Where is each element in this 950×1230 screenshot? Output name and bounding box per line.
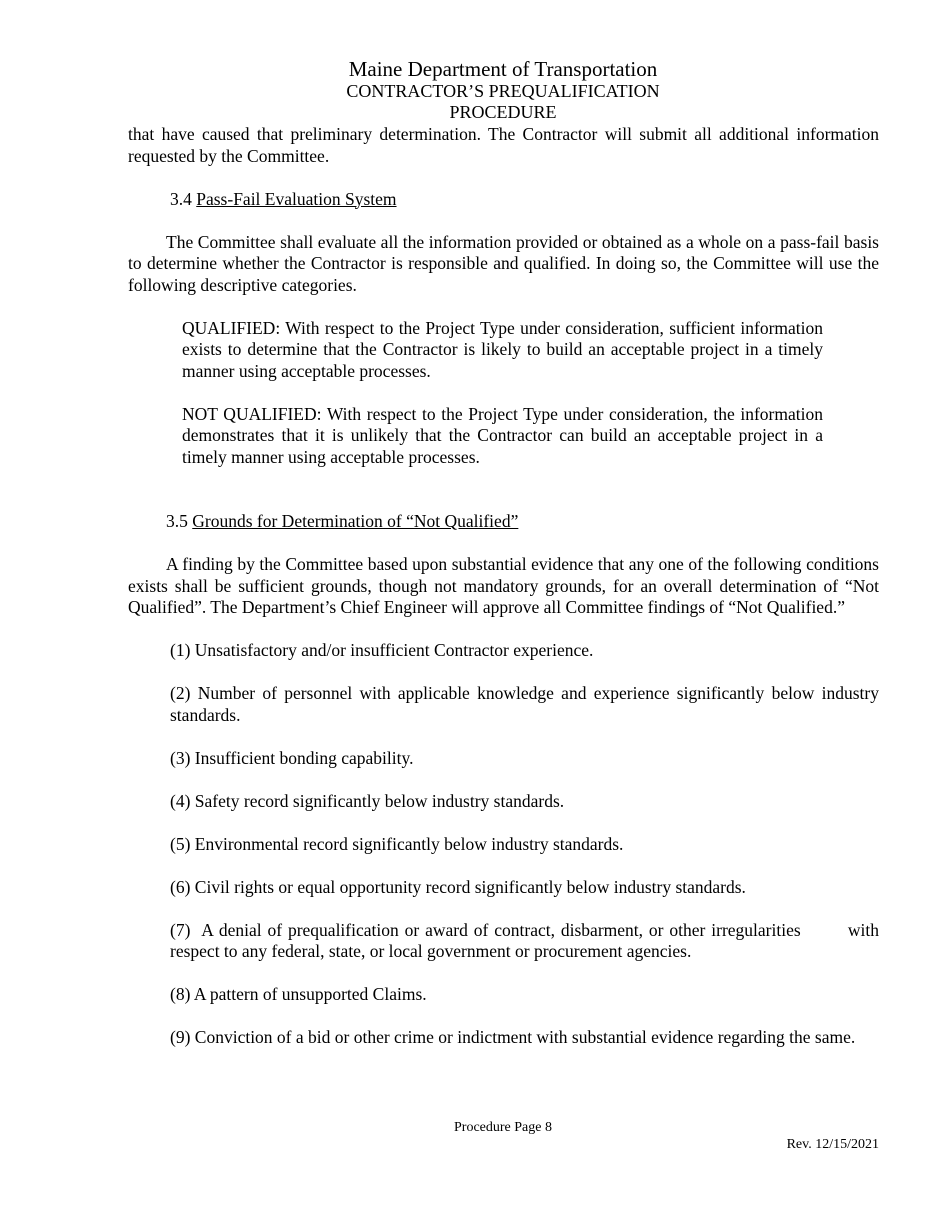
list-item: (3) Insufficient bonding capability. xyxy=(170,747,414,768)
section-3-5-intro: A finding by the Committee based upon substantial evidence that any one of the following conditions exists shall be sufficient grounds, though not mandatory grounds, for an overall determination of “Not Qualified”. The Department’s Chief Engineer will approve all Committee findings of “Not Qualified.” xyxy=(128,554,879,617)
header-subtitle-procedure: PROCEDURE xyxy=(449,102,557,122)
section-3-5-number: 3.5 xyxy=(166,511,193,531)
list-item: (1) Unsatisfactory and/or insufficient Contractor experience. xyxy=(170,640,594,660)
section-3-4-number: 3.4 xyxy=(170,188,197,209)
list-item: (8) A pattern of unsupported Claims. xyxy=(170,984,427,1004)
list-item: (6) Civil rights or equal opportunity record significantly below industry standards. xyxy=(170,876,746,897)
section-3-4-intro: The Committee shall evaluate all the information provided or obtained as a whole on a pass-fail basis to determine whether the Contractor is responsible and qualified. In doing so, the Committee will use the following descriptive categories. xyxy=(128,231,879,295)
continuation-paragraph: that have caused that preliminary determination. The Contractor will submit all additional information requested by the Committee. xyxy=(128,124,879,166)
list-item: (2) Number of personnel with applicable knowledge and experience significantly below industry standards. xyxy=(170,683,879,725)
header-title: Maine Department of Transportation xyxy=(348,57,658,81)
header-subtitle: CONTRACTOR’S PREQUALIFICATION xyxy=(346,81,660,101)
list-item: (5) Environmental record significantly below industry standards. xyxy=(170,833,624,854)
section-3-5-heading xyxy=(166,511,879,533)
section-3-4-title: Pass-Fail Evaluation System xyxy=(196,188,397,209)
qualified-definition: QUALIFIED: With respect to the Project Type under consideration, sufficient information exists to determine that the Contractor is likely to build an acceptable project in a timely manner using acceptable processes. xyxy=(182,317,823,381)
page-number: Procedure Page 8 xyxy=(454,1120,552,1135)
list-item: (4) Safety record significantly below industry standards. xyxy=(170,790,565,811)
section-3-4-heading xyxy=(170,189,879,211)
not-qualified-definition: NOT QUALIFIED: With respect to the Project Type under consideration, the information demonstrates that it is unlikely that the Contractor can build an acceptable project in a timely manner using acceptable processes. xyxy=(182,403,823,467)
page-header xyxy=(0,57,950,123)
list-item: (9) Conviction of a bid or other crime or indictment with substantial evidence regarding the same. xyxy=(170,1027,856,1047)
list-item: (7) A denial of prequalification or award of contract, disbarment, or other irregularities with respect to any federal, state, or local government or procurement agencies. xyxy=(170,919,884,961)
document-body xyxy=(128,124,884,1049)
revision-date: Rev. 12/15/2021 xyxy=(786,1137,879,1152)
section-3-5-title: Grounds for Determination of “Not Qualified” xyxy=(192,511,519,531)
